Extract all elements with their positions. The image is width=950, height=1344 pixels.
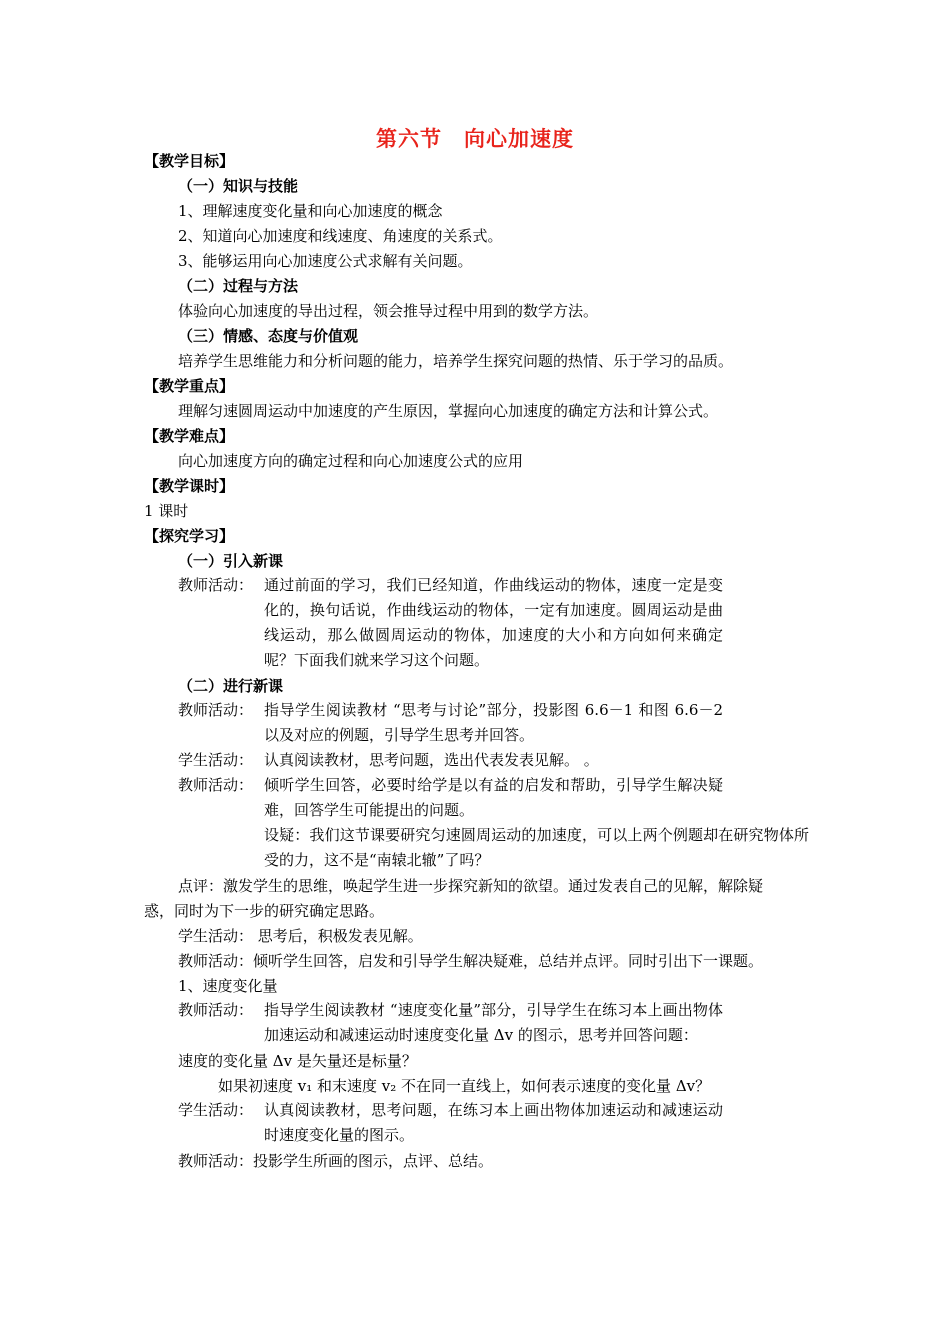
comment-line: 惑，同时为下一步的研究确定思路。 <box>144 902 385 920</box>
process-method-heading: （二）过程与方法 <box>178 277 299 295</box>
title-topic: 向心加速度 <box>464 126 574 151</box>
comment-line: 点评：激发学生的思维，唤起学生进一步探究新知的欲望。通过发表自己的见解，解除疑 <box>178 877 764 895</box>
activity-text: 认真阅读教材，思考问题，选出代表发表见解。 。 <box>264 751 599 769</box>
student-activity-1 <box>178 748 723 773</box>
velocity-change-heading: 1、速度变化量 <box>178 977 278 995</box>
question-1: 速度的变化量 Δv 是矢量还是标量？ <box>178 1052 417 1070</box>
inquiry-heading: 【探究学习】 <box>144 527 235 545</box>
knowledge-skills-heading: （一）知识与技能 <box>178 177 299 195</box>
teacher-activity-4 <box>178 998 723 1048</box>
title-section-number: 第六节 <box>376 126 442 151</box>
key-points-heading: 【教学重点】 <box>144 377 235 395</box>
objective-item: 1、理解速度变化量和向心加速度的概念 <box>178 202 443 220</box>
teacher-activity-5: 教师活动：投影学生所画的图示，点评、总结。 <box>178 1152 494 1170</box>
attitude-values-heading: （三）情感、态度与价值观 <box>178 327 359 345</box>
suppose-question: 设疑：我们这节课要研究匀速圆周运动的加速度，可以上两个例题却在研究物体所受的力，这不是“南辕北辙”了吗？ <box>264 826 809 869</box>
activity-label: 教师活动： <box>178 776 254 794</box>
intro-heading: （一）引入新课 <box>178 552 284 570</box>
activity-label: 教师活动： <box>178 1001 254 1019</box>
activity-text: 指导学生阅读教材 “思考与讨论”部分，投影图 6.6－1 和图 6.6－2 以及对应的例题，引导学生思考并回答。 <box>264 701 723 744</box>
page-title <box>0 123 950 153</box>
activity-label: 学生活动： <box>178 1101 254 1119</box>
attitude-values-text: 培养学生思维能力和分析问题的能力，培养学生探究问题的热情、乐于学习的品质。 <box>178 352 734 370</box>
activity-text: 倾听学生回答，必要时给学是以有益的启发和帮助，引导学生解决疑难，回答学生可能提出的问题。 <box>264 776 723 819</box>
difficulties-heading: 【教学难点】 <box>144 427 235 445</box>
teacher-activity-intro <box>178 573 723 673</box>
activity-label: 教师活动： <box>178 701 254 719</box>
key-points-text: 理解匀速圆周运动中加速度的产生原因，掌握向心加速度的确定方法和计算公式。 <box>178 402 719 420</box>
question-2: 如果初速度 v₁ 和末速度 v₂ 不在同一直线上，如何表示速度的变化量 Δv？ <box>218 1077 711 1095</box>
objectives-heading: 【教学目标】 <box>144 152 235 170</box>
class-hours-heading: 【教学课时】 <box>144 477 235 495</box>
difficulties-text: 向心加速度方向的确定过程和向心加速度公式的应用 <box>178 452 524 470</box>
teacher-activity-1 <box>178 698 723 748</box>
activity-text: 通过前面的学习，我们已经知道，作曲线运动的物体，速度一定是变化的，换句话说，作曲线运动的物体，一定有加速度。圆周运动是曲线运动，那么做圆周运动的物体，加速度的大小和方向如何来确定呢？下面我们就来学习这个问题。 <box>264 576 723 669</box>
new-lesson-heading: （二）进行新课 <box>178 677 284 695</box>
objective-item: 3、能够运用向心加速度公式求解有关问题。 <box>178 252 473 270</box>
activity-label: 学生活动： <box>178 751 254 769</box>
activity-text: 指导学生阅读教材 “速度变化量”部分，引导学生在练习本上画出物体加速运动和减速运动时速度变化量 Δv 的图示，思考并回答问题： <box>264 1001 723 1044</box>
activity-label: 教师活动： <box>178 576 254 594</box>
teacher-activity-2 <box>178 773 723 823</box>
activity-text: 认真阅读教材，思考问题，在练习本上画出物体加速运动和减速运动时速度变化量的图示。 <box>264 1101 723 1144</box>
class-hours-text: 1 课时 <box>144 502 189 520</box>
student-activity-2: 学生活动： 思考后，积极发表见解。 <box>178 927 423 945</box>
student-activity-3 <box>178 1098 723 1148</box>
process-method-text: 体验向心加速度的导出过程，领会推导过程中用到的数学方法。 <box>178 302 599 320</box>
objective-item: 2、知道向心加速度和线速度、角速度的关系式。 <box>178 227 503 245</box>
teacher-activity-3: 教师活动：倾听学生回答，启发和引导学生解决疑难，总结并点评。同时引出下一课题。 <box>178 952 764 970</box>
